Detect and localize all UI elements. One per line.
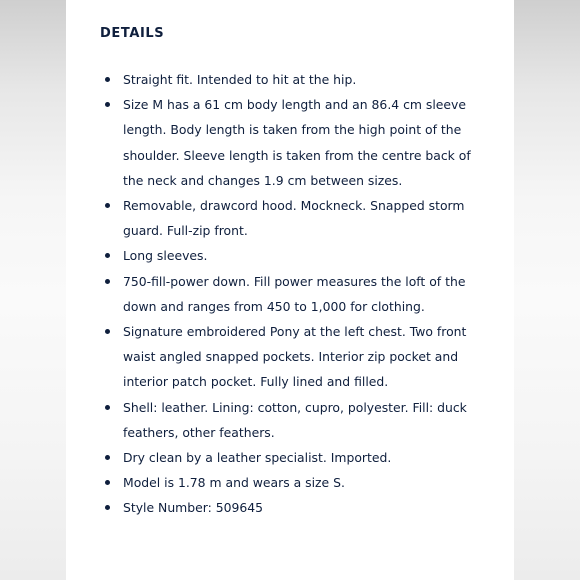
list-item-text: Dry clean by a leather specialist. Imported.: [123, 450, 392, 466]
list-item-text: Shell: leather. Lining: cotton, cupro, polyester. Fill: duck feathers, other feathers.: [123, 399, 467, 440]
bullet-icon: [105, 253, 110, 258]
details-panel: [66, 0, 514, 580]
list-item-text: Model is 1.78 m and wears a size S.: [123, 475, 345, 491]
list-item: [66, 495, 514, 520]
bullet-icon: [105, 455, 110, 460]
list-item-text: Removable, drawcord hood. Mockneck. Snapped storm guard. Full-zip front.: [123, 198, 465, 239]
list-item-text: Style Number: 509645: [123, 500, 264, 516]
list-item: [66, 193, 514, 243]
list-item: [66, 319, 514, 395]
bullet-icon: [105, 329, 110, 334]
bullet-icon: [105, 77, 110, 82]
bullet-icon: [105, 102, 110, 107]
list-item: [66, 269, 514, 319]
bullet-icon: [105, 480, 110, 485]
list-item-text: Size M has a 61 cm body length and an 86.4 cm sleeve length. Body length is taken from the high point of the shoulder. Sleeve length is taken from the centre back of the neck and changes 1.9 cm between sizes.: [123, 97, 471, 188]
list-item-text: Signature embroidered Pony at the left chest. Two front waist angled snapped pockets. Interior zip pocket and interior patch pocket. Fully lined and filled.: [123, 324, 467, 390]
list-item: [66, 243, 514, 268]
bullet-icon: [105, 279, 110, 284]
list-item-text: Long sleeves.: [123, 248, 208, 264]
list-item: [66, 67, 514, 92]
list-item: [66, 395, 514, 445]
bullet-icon: [105, 203, 110, 208]
list-item: [66, 470, 514, 495]
list-item: [66, 445, 514, 470]
bullet-icon: [105, 505, 110, 510]
list-item: [66, 92, 514, 193]
list-item-text: Straight fit. Intended to hit at the hip.: [123, 72, 357, 87]
details-list: [66, 67, 514, 521]
bullet-icon: [105, 405, 110, 410]
details-heading: DETAILS: [100, 26, 165, 41]
list-item-text: 750-fill-power down. Fill power measures the loft of the down and ranges from 450 to 1,000 for clothing.: [123, 273, 466, 314]
